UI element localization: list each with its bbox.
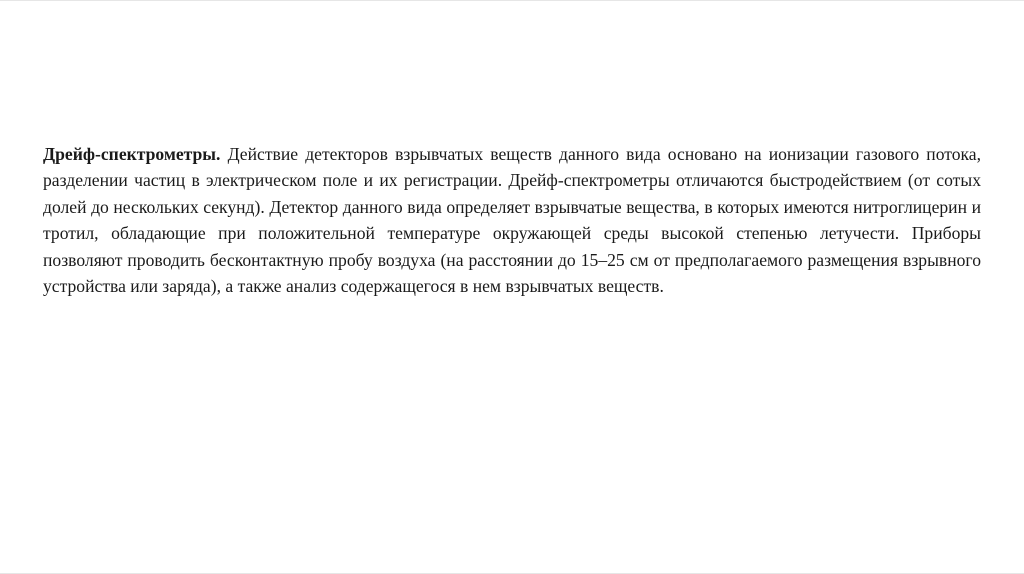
paragraph-lead: Дрейф-спектрометры.: [43, 144, 221, 164]
paragraph: [43, 141, 981, 299]
paragraph-body: Действие детекторов взрывчатых веществ данного вида основано на ионизации газового потока, разделении частиц в электрическом поле и их регистрации. Дрейф-спектрометры отличаются быстродействием (от сотых долей до нескольких секунд). Детектор данного вида определяет взрывчатые вещества, в которых имеются нитроглицерин и тротил, обладающие при положительной температуре окружающей среды высокой степенью летучести. Приборы позволяют проводить бесконтактную пробу воздуха (на расстоянии до 15–25 см от предполагаемого размещения взрывного устройства или заряда), а также анализ содержащегося в нем взрывчатых веществ.: [43, 144, 981, 297]
